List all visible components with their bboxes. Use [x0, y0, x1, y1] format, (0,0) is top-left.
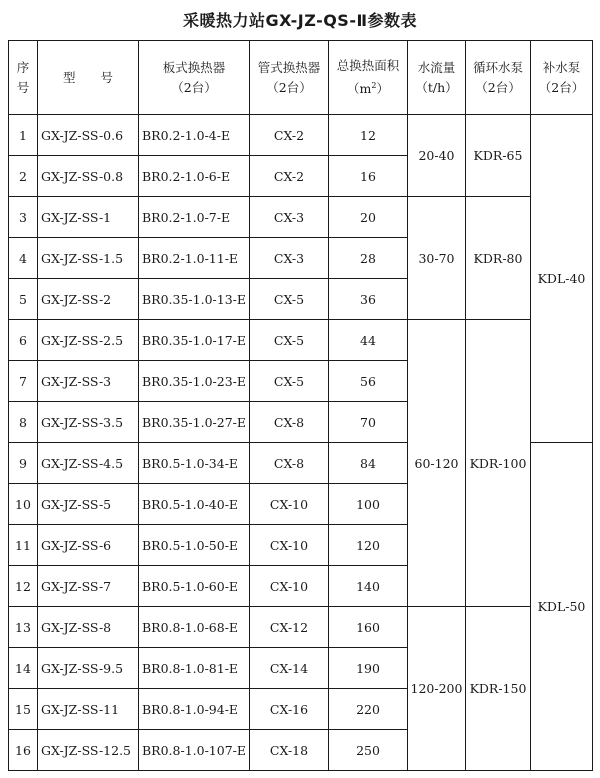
cell-model: GX-JZ-SS-0.8 [38, 156, 139, 197]
cell-total-area: 56 [329, 361, 408, 402]
cell-seq: 16 [9, 730, 38, 771]
cell-seq: 6 [9, 320, 38, 361]
cell-circulation-pump: KDR-65 [466, 115, 531, 197]
cell-seq: 4 [9, 238, 38, 279]
cell-circulation-pump: KDR-150 [466, 607, 531, 771]
cell-plate-exchanger: BR0.5-1.0-60-E [139, 566, 250, 607]
cell-tube-exchanger: CX-10 [250, 484, 329, 525]
header-makeup-pump: 补水泵 （2台） [531, 41, 593, 115]
cell-plate-exchanger: BR0.35-1.0-27-E [139, 402, 250, 443]
cell-plate-exchanger: BR0.5-1.0-34-E [139, 443, 250, 484]
table-row [9, 115, 593, 156]
cell-model: GX-JZ-SS-1.5 [38, 238, 139, 279]
cell-plate-exchanger: BR0.35-1.0-13-E [139, 279, 250, 320]
cell-seq: 3 [9, 197, 38, 238]
cell-total-area: 160 [329, 607, 408, 648]
parameter-table [8, 40, 593, 771]
cell-seq: 10 [9, 484, 38, 525]
cell-total-area: 140 [329, 566, 408, 607]
cell-seq: 9 [9, 443, 38, 484]
cell-circulation-pump: KDR-80 [466, 197, 531, 320]
cell-plate-exchanger: BR0.35-1.0-17-E [139, 320, 250, 361]
cell-plate-exchanger: BR0.8-1.0-94-E [139, 689, 250, 730]
header-total-area: 总换热面积 $(m^2)$ [329, 41, 408, 115]
cell-circulation-pump: KDR-100 [466, 320, 531, 607]
table-row [9, 607, 593, 648]
cell-model: GX-JZ-SS-2.5 [38, 320, 139, 361]
cell-tube-exchanger: CX-8 [250, 443, 329, 484]
cell-seq: 11 [9, 525, 38, 566]
cell-tube-exchanger: CX-3 [250, 197, 329, 238]
cell-tube-exchanger: CX-14 [250, 648, 329, 689]
cell-tube-exchanger: CX-2 [250, 115, 329, 156]
cell-plate-exchanger: BR0.8-1.0-107-E [139, 730, 250, 771]
cell-seq: 15 [9, 689, 38, 730]
cell-water-flow: 30-70 [408, 197, 466, 320]
cell-total-area: 70 [329, 402, 408, 443]
cell-model: GX-JZ-SS-2 [38, 279, 139, 320]
header-plate-exchanger: 板式换热器 （2台） [139, 41, 250, 115]
cell-model: GX-JZ-SS-0.6 [38, 115, 139, 156]
cell-model: GX-JZ-SS-4.5 [38, 443, 139, 484]
cell-tube-exchanger: CX-5 [250, 279, 329, 320]
cell-plate-exchanger: BR0.2-1.0-7-E [139, 197, 250, 238]
cell-total-area: 16 [329, 156, 408, 197]
cell-plate-exchanger: BR0.35-1.0-23-E [139, 361, 250, 402]
cell-total-area: 28 [329, 238, 408, 279]
cell-model: GX-JZ-SS-3.5 [38, 402, 139, 443]
cell-plate-exchanger: BR0.8-1.0-68-E [139, 607, 250, 648]
cell-total-area: 36 [329, 279, 408, 320]
cell-plate-exchanger: BR0.5-1.0-40-E [139, 484, 250, 525]
cell-tube-exchanger: CX-2 [250, 156, 329, 197]
cell-tube-exchanger: CX-8 [250, 402, 329, 443]
cell-tube-exchanger: CX-16 [250, 689, 329, 730]
cell-tube-exchanger: CX-5 [250, 320, 329, 361]
cell-total-area: 190 [329, 648, 408, 689]
cell-plate-exchanger: BR0.8-1.0-81-E [139, 648, 250, 689]
cell-tube-exchanger: CX-12 [250, 607, 329, 648]
cell-model: GX-JZ-SS-7 [38, 566, 139, 607]
cell-makeup-pump: KDL-50 [531, 443, 593, 771]
header-water-flow: 水流量 （t/h） [408, 41, 466, 115]
cell-plate-exchanger: BR0.2-1.0-4-E [139, 115, 250, 156]
cell-model: GX-JZ-SS-9.5 [38, 648, 139, 689]
page-title: 采暖热力站GX-JZ-QS-Ⅱ参数表 [182, 11, 418, 30]
cell-total-area: 100 [329, 484, 408, 525]
cell-water-flow: 60-120 [408, 320, 466, 607]
cell-water-flow: 20-40 [408, 115, 466, 197]
cell-model: GX-JZ-SS-1 [38, 197, 139, 238]
header-row [9, 41, 593, 115]
cell-seq: 14 [9, 648, 38, 689]
cell-plate-exchanger: BR0.2-1.0-6-E [139, 156, 250, 197]
cell-makeup-pump: KDL-40 [531, 115, 593, 443]
cell-total-area: 120 [329, 525, 408, 566]
cell-seq: 13 [9, 607, 38, 648]
cell-model: GX-JZ-SS-5 [38, 484, 139, 525]
cell-total-area: 12 [329, 115, 408, 156]
cell-tube-exchanger: CX-10 [250, 566, 329, 607]
header-seq: 序 号 [9, 41, 38, 115]
cell-tube-exchanger: CX-10 [250, 525, 329, 566]
cell-model: GX-JZ-SS-12.5 [38, 730, 139, 771]
cell-total-area: 250 [329, 730, 408, 771]
cell-plate-exchanger: BR0.2-1.0-11-E [139, 238, 250, 279]
cell-tube-exchanger: CX-3 [250, 238, 329, 279]
cell-seq: 7 [9, 361, 38, 402]
cell-tube-exchanger: CX-5 [250, 361, 329, 402]
header-model: 型 号 [38, 41, 139, 115]
cell-model: GX-JZ-SS-11 [38, 689, 139, 730]
cell-seq: 5 [9, 279, 38, 320]
cell-model: GX-JZ-SS-3 [38, 361, 139, 402]
header-circulation-pump: 循环水泵 （2台） [466, 41, 531, 115]
cell-total-area: 20 [329, 197, 408, 238]
cell-seq: 12 [9, 566, 38, 607]
cell-model: GX-JZ-SS-6 [38, 525, 139, 566]
cell-plate-exchanger: BR0.5-1.0-50-E [139, 525, 250, 566]
table-row [9, 320, 593, 361]
cell-seq: 8 [9, 402, 38, 443]
cell-water-flow: 120-200 [408, 607, 466, 771]
cell-seq: 2 [9, 156, 38, 197]
cell-total-area: 44 [329, 320, 408, 361]
cell-total-area: 84 [329, 443, 408, 484]
table-row [9, 197, 593, 238]
cell-total-area: 220 [329, 689, 408, 730]
cell-model: GX-JZ-SS-8 [38, 607, 139, 648]
cell-tube-exchanger: CX-18 [250, 730, 329, 771]
header-tube-exchanger: 管式换热器 （2台） [250, 41, 329, 115]
cell-seq: 1 [9, 115, 38, 156]
